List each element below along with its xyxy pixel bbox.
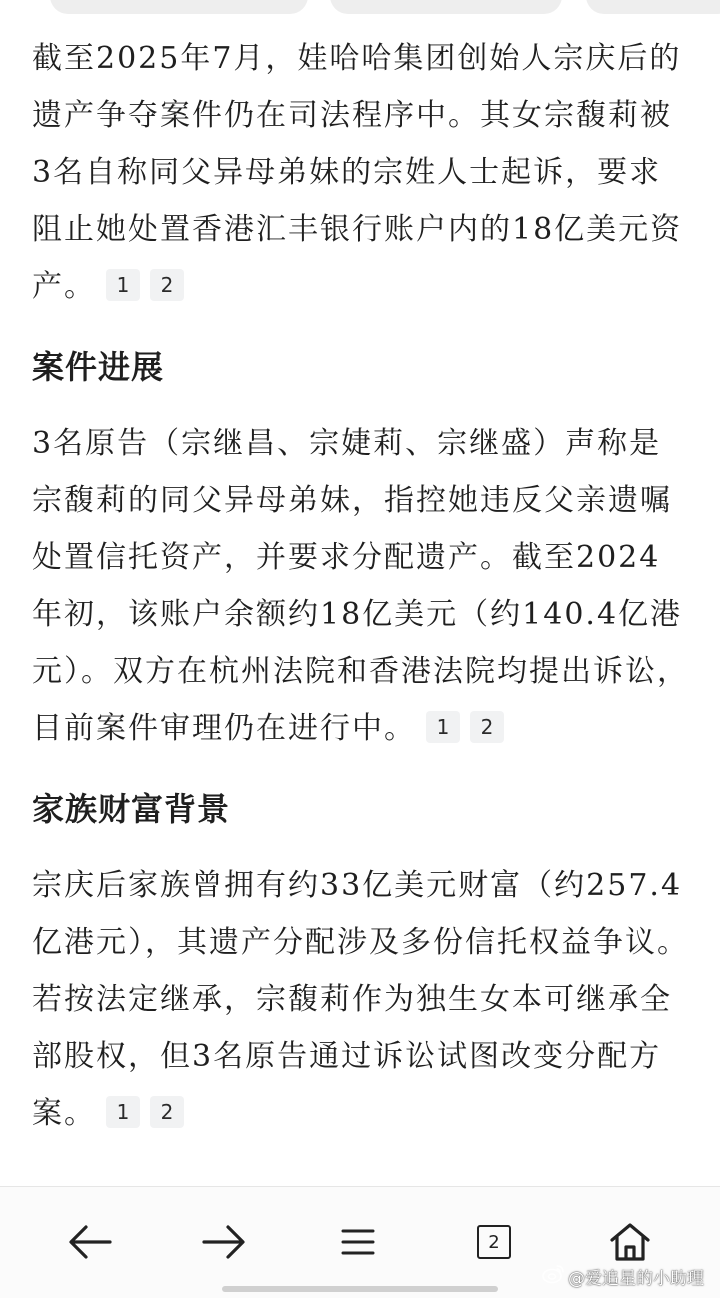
menu-icon bbox=[340, 1226, 376, 1258]
intro-text: 截至2025年7月，娃哈哈集团创始人宗庆后的遗产争夺案件仍在司法程序中。其女宗馥莉被3名自称同父异母弟妹的宗姓人士起诉，要求阻止她处置香港汇丰银行账户内的18亿美元资产。 bbox=[32, 41, 683, 304]
home-icon bbox=[608, 1221, 652, 1263]
forward-arrow-icon bbox=[200, 1222, 248, 1262]
section-heading-case-progress: 案件进展 bbox=[32, 348, 165, 386]
weibo-logo-icon bbox=[542, 1264, 566, 1289]
citation-badge[interactable]: 1 bbox=[426, 711, 460, 743]
case-progress-text: 3名原告（宗继昌、宗婕莉、宗继盛）声称是宗馥莉的同父异母弟妹，指控她违反父亲遗嘱处置信托资产，并要求分配遗产。截至2024年初，该账户余额约18亿美元（约140.4亿港元）。双方在杭州法院和香港法院均提出诉讼，目前案件审理仍在进行中。 bbox=[32, 426, 689, 746]
top-pill-right bbox=[586, 0, 720, 14]
article-content bbox=[32, 30, 690, 1142]
top-pill-left bbox=[50, 0, 308, 14]
home-button[interactable] bbox=[602, 1217, 658, 1267]
watermark-text: @爱追星的小助理 bbox=[568, 1269, 704, 1289]
citation-badge[interactable]: 1 bbox=[106, 269, 140, 301]
citation-badge[interactable]: 2 bbox=[470, 711, 504, 743]
citation-badge[interactable]: 1 bbox=[106, 1096, 140, 1128]
top-pill-middle bbox=[330, 0, 562, 14]
forward-button[interactable] bbox=[196, 1217, 252, 1267]
family-wealth-text: 宗庆后家族曾拥有约33亿美元财富（约257.4亿港元），其遗产分配涉及多份信托权益争议。若按法定继承，宗馥莉作为独生女本可继承全部股权，但3名原告通过诉讼试图改变分配方案。 bbox=[32, 868, 689, 1131]
back-button[interactable] bbox=[62, 1217, 118, 1267]
family-wealth-paragraph bbox=[32, 857, 690, 1142]
citation-badge[interactable]: 2 bbox=[150, 269, 184, 301]
section-heading-family-wealth: 家族财富背景 bbox=[32, 790, 231, 828]
back-arrow-icon bbox=[66, 1222, 114, 1262]
home-indicator bbox=[222, 1286, 498, 1292]
case-progress-paragraph bbox=[32, 415, 690, 757]
intro-paragraph bbox=[32, 30, 690, 315]
menu-button[interactable] bbox=[330, 1217, 386, 1267]
weibo-watermark bbox=[542, 1264, 704, 1289]
citation-badge[interactable]: 2 bbox=[150, 1096, 184, 1128]
tabs-button[interactable] bbox=[466, 1217, 522, 1267]
tabs-icon: 2 bbox=[477, 1225, 511, 1259]
